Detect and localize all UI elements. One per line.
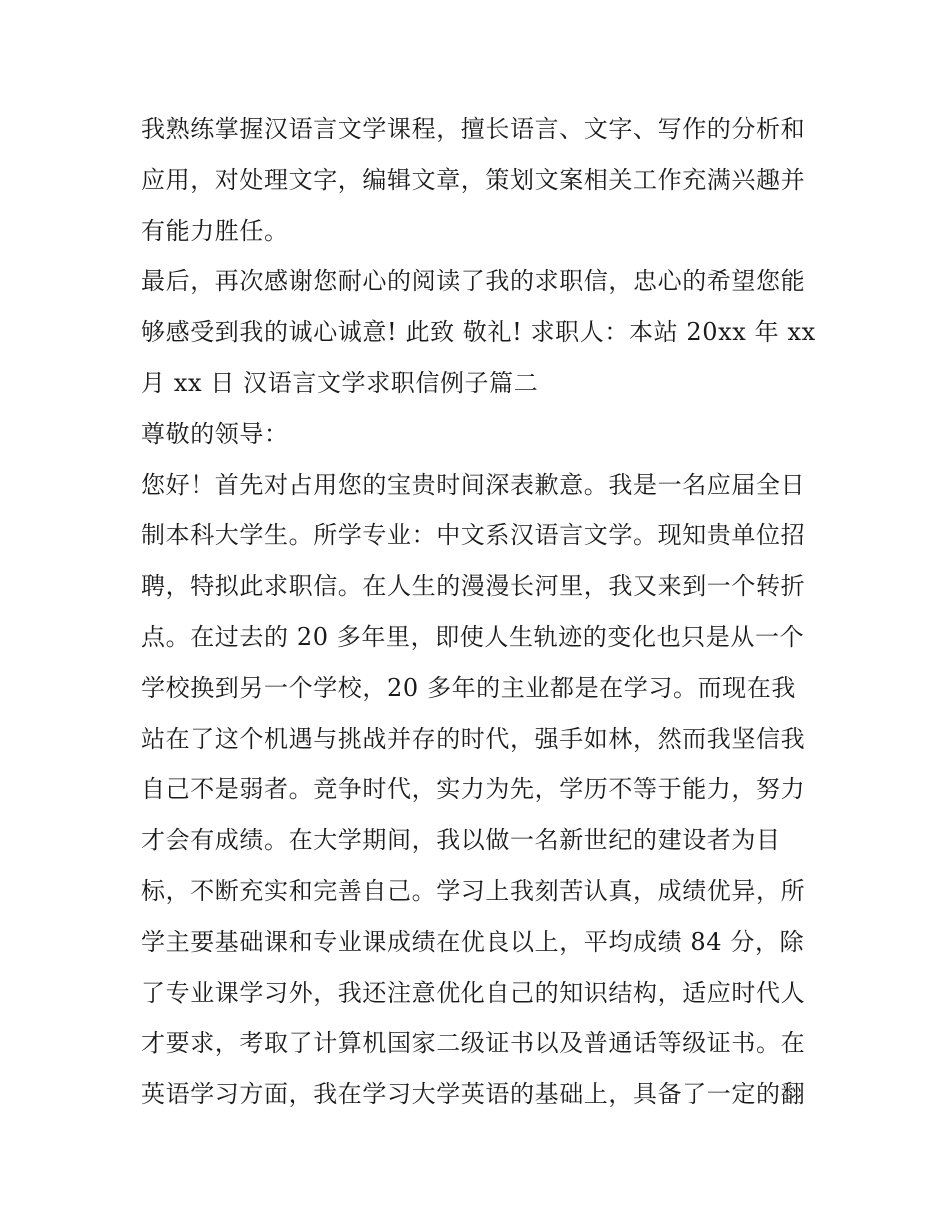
document-body [141, 104, 816, 1120]
text-line: 学主要基础课和专业课成绩在优良以上，平均成绩 84 分，除 [141, 927, 805, 956]
text-line: 了专业课学习外，我还注意优化自己的知识结构，适应时代人 [141, 978, 806, 1007]
text-line: 月 xx 日 汉语言文学求职信例子篇二 [141, 368, 539, 397]
text-line: 我熟练掌握汉语言文学课程，擅长语言、文字、写作的分析和 [141, 115, 806, 143]
text-line: 应用，对处理文字，编辑文章，策划文案相关工作充满兴趣并 [141, 165, 806, 194]
text-line: 最后，再次感谢您耐心的阅读了我的求职信，忠心的希望您能 [141, 267, 806, 296]
text-line: 才会有成绩。在大学期间，我以做一名新世纪的建设者为目 [141, 826, 781, 855]
text-line: 点。在过去的 20 多年里，即使人生轨迹的变化也只是从一个 [141, 622, 805, 651]
salutation: 尊敬的领导： [141, 419, 289, 448]
text-line: 站在了这个机遇与挑战并存的时代，强手如林，然而我坚信我 [141, 724, 806, 753]
text-line: 标，不断充实和完善自己。学习上我刻苦认真，成绩优异，所 [141, 876, 806, 905]
text-line: 有能力胜任。 [141, 216, 289, 245]
text-line: 够感受到我的诚心诚意! 此致 敬礼! 求职人：本站 20xx 年 xx [141, 318, 816, 347]
text-line: 聘，特拟此求职信。在人生的漫漫长河里，我又来到一个转折 [141, 572, 806, 601]
text-line: 英语学习方面，我在学习大学英语的基础上，具备了一定的翻 [141, 1080, 806, 1109]
text-line: 制本科大学生。所学专业：中文系汉语言文学。现知贵单位招 [141, 521, 806, 550]
text-line: 自己不是弱者。竞争时代，实力为先，学历不等于能力，努力 [141, 775, 806, 804]
text-line: 您好！首先对占用您的宝贵时间深表歉意。我是一名应届全日 [141, 470, 806, 499]
text-line: 学校换到另一个学校，20 多年的主业都是在学习。而现在我 [141, 673, 796, 702]
text-line: 才要求，考取了计算机国家二级证书以及普通话等级证书。在 [141, 1029, 806, 1058]
